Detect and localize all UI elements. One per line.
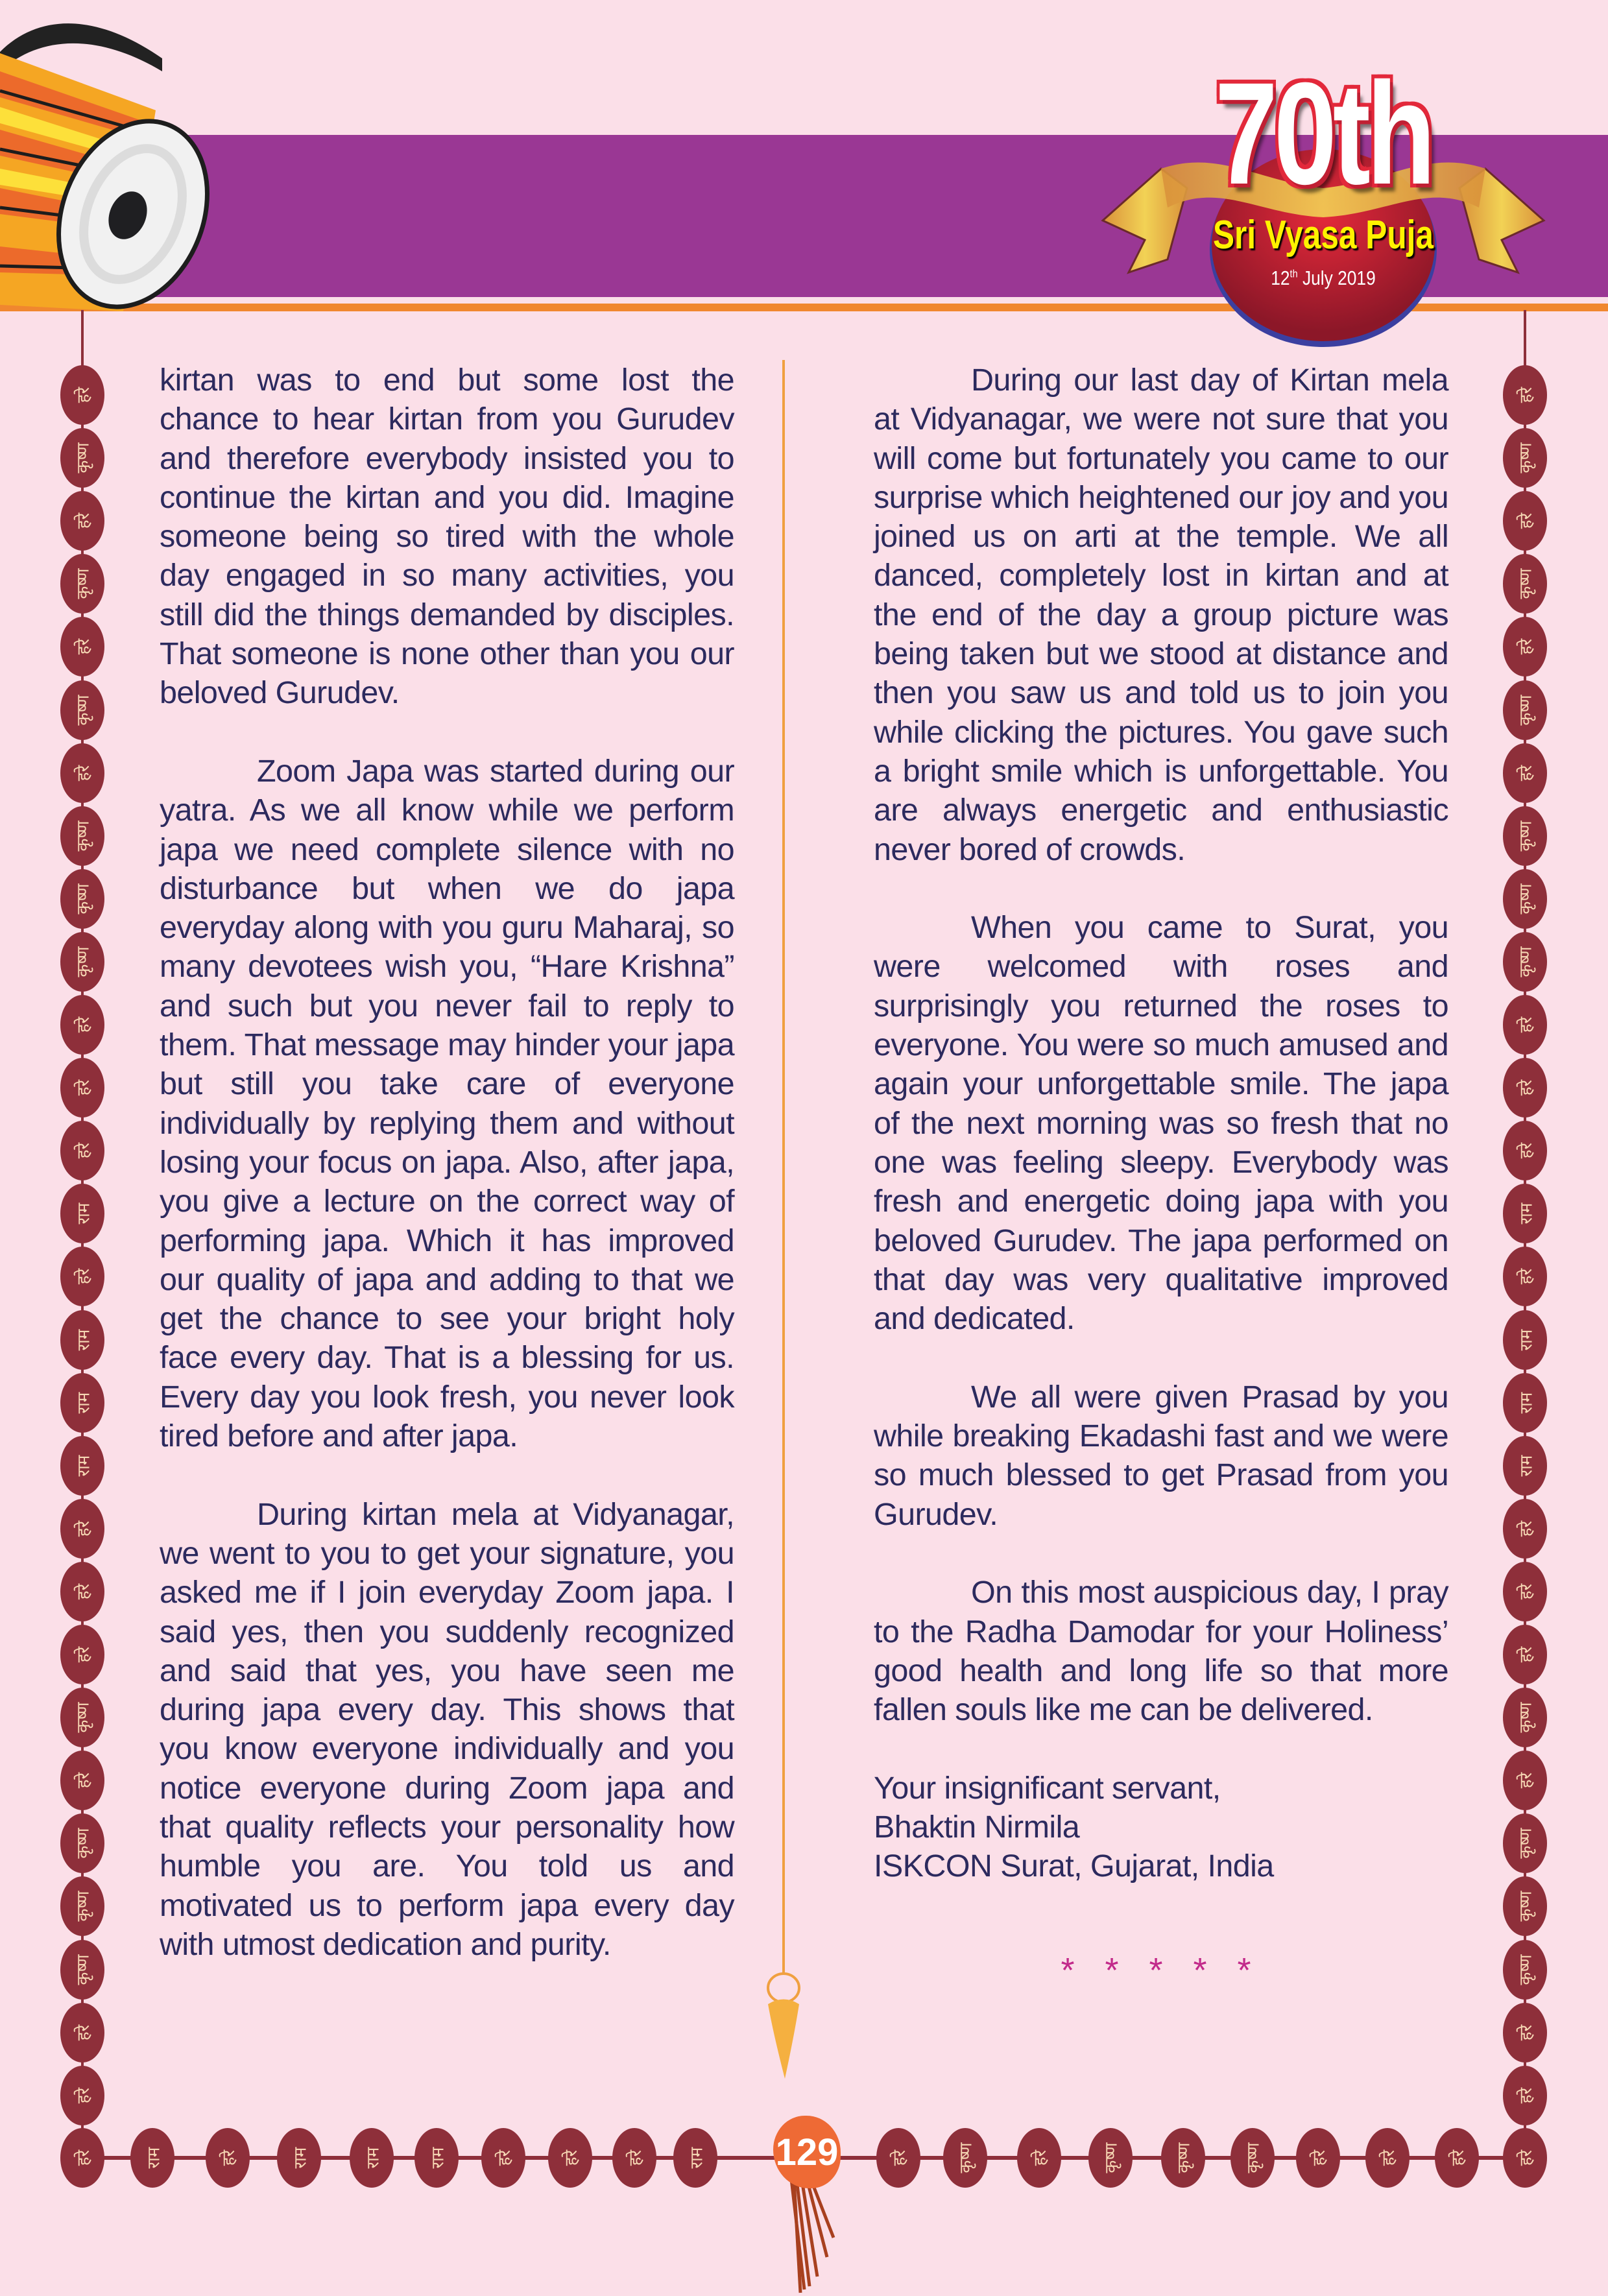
- mantra-bead: [1503, 1310, 1547, 1370]
- bead-label: हरे: [1516, 1646, 1536, 1663]
- mantra-bead: [60, 869, 104, 929]
- bead-label: कृष्ण: [1516, 883, 1536, 915]
- bead-label: राम: [73, 1202, 93, 1225]
- mantra-bead: [60, 995, 104, 1055]
- bead-label: हरे: [1516, 2087, 1536, 2103]
- bead-label: हरे: [73, 1079, 93, 1096]
- end-stars: * * * * *: [1061, 1950, 1262, 1990]
- bead-label: कृष्ण: [73, 1702, 93, 1733]
- bead-label: हरे: [73, 512, 93, 529]
- mantra-bead: [60, 932, 104, 992]
- mantra-bead: [1503, 680, 1547, 740]
- mantra-bead: [1365, 2128, 1410, 2188]
- bead-label: राम: [73, 1455, 93, 1477]
- mantra-bead: [1503, 1058, 1547, 1118]
- bead-label: हरे: [1516, 387, 1536, 403]
- bead-label: हरे: [73, 2149, 93, 2166]
- bead-label: राम: [427, 2147, 448, 2169]
- badge-date-day: 12: [1271, 267, 1290, 289]
- bead-label: राम: [143, 2147, 163, 2169]
- mantra-bead: [60, 2066, 104, 2125]
- mantra-bead: [612, 2128, 656, 2188]
- bead-label: हरे: [1516, 1016, 1536, 1033]
- mantra-bead: [277, 2128, 321, 2188]
- paragraph: When you came to Surat, you were welcomed with roses and surprisingly you returned the roses to everyone. You were so much amused and again your unforgettable smile. The japa of the next morning was so fresh that no one was feeling sleepy. Everybody was fresh and energetic doing japa with you beloved Gurudev. The japa performed on that day was very qualitative improved and dedicated.: [874, 910, 1448, 1337]
- bead-label: कृष्ण: [73, 568, 93, 599]
- mantra-bead: [1503, 743, 1547, 803]
- mantra-bead: [60, 1184, 104, 1243]
- mantra-bead: [60, 1562, 104, 1621]
- bead-label: हरे: [73, 1269, 93, 1285]
- bead-label: हरे: [1516, 2024, 1536, 2040]
- paragraph: During our last day of Kirtan mela at Vidyanagar, we were not sure that you will come but fortunately you came to our surprise which heightened our joy and you joined us on arti at the temple. We all danced, completely lost in kirtan and at the end of the day a group picture was being taken but we stood at distance and then you saw us and told us to join you while clicking the pictures. You gave such a bright smile which is unforgettable. You are always energetic and enthusiastic never bored of crowds.: [874, 363, 1448, 867]
- mantra-bead: [60, 617, 104, 676]
- bead-label: कृष्ण: [1516, 820, 1536, 852]
- bead-label: हरे: [1516, 639, 1536, 655]
- tassel-icon: [778, 2179, 869, 2296]
- bead-label: हरे: [1378, 2149, 1398, 2166]
- badge-date: [1125, 266, 1522, 291]
- mantra-bead: [60, 1688, 104, 1747]
- mantra-bead: [60, 1499, 104, 1559]
- bead-label: हरे: [1516, 1079, 1536, 1096]
- bead-label: कृष्ण: [1516, 1891, 1536, 1922]
- paragraph: On this most auspicious day, I pray to the Radha Damodar for your Holiness’ good health and long life so that more fallen souls like me can be delivered.: [874, 1575, 1448, 1728]
- mantra-bead: [350, 2128, 394, 2188]
- mantra-bead: [60, 806, 104, 866]
- mantra-bead: [1503, 1625, 1547, 1684]
- mantra-bead: [1503, 1184, 1547, 1243]
- mantra-bead: [60, 491, 104, 551]
- mantra-bead: [1088, 2128, 1133, 2188]
- mantra-bead: [1503, 365, 1547, 425]
- mantra-bead: [60, 554, 104, 614]
- mantra-bead: [60, 428, 104, 488]
- mantra-bead: [414, 2128, 459, 2188]
- bead-label: हरे: [561, 2149, 581, 2166]
- mantra-bead: [1503, 1499, 1547, 1559]
- dholak-drum-illustration: [0, 0, 272, 337]
- signature-location: ISKCON Surat, Gujarat, India: [874, 1848, 1274, 1884]
- bead-label: कृष्ण: [73, 1891, 93, 1922]
- bead-label: कृष्ण: [73, 820, 93, 852]
- bead-label: हरे: [73, 1016, 93, 1033]
- bead-label: हरे: [219, 2149, 239, 2166]
- signature-closing: Your insignificant servant,: [874, 1770, 1221, 1806]
- mantra-bead: [1435, 2128, 1479, 2188]
- mantra-bead: [1503, 1688, 1547, 1747]
- bead-label: हरे: [625, 2149, 645, 2166]
- mantra-bead: [60, 2003, 104, 2063]
- bead-label: राम: [1516, 1329, 1536, 1350]
- bead-label: राम: [686, 2147, 706, 2169]
- badge-date-suffix: th: [1290, 267, 1298, 280]
- bead-label: राम: [1516, 1392, 1536, 1414]
- bead-label: कृष्ण: [1101, 2142, 1122, 2173]
- bead-label: राम: [1516, 1455, 1536, 1477]
- bead-label: कृष्ण: [1516, 1828, 1536, 1859]
- mantra-bead: [60, 1625, 104, 1684]
- bead-label: हरे: [889, 2149, 909, 2166]
- bead-label: हरे: [73, 1583, 93, 1600]
- bead-label: हरे: [73, 1772, 93, 1789]
- bead-label: हरे: [1516, 1142, 1536, 1159]
- mantra-bead: [60, 1247, 104, 1306]
- mantra-bead: [130, 2128, 174, 2188]
- bead-label: कृष्ण: [1516, 442, 1536, 473]
- mantra-bead: [60, 1436, 104, 1496]
- mantra-bead: [60, 1121, 104, 1180]
- mantra-bead: [1503, 1247, 1547, 1306]
- bead-label: राम: [290, 2147, 310, 2169]
- bead-label: कृष्ण: [73, 1828, 93, 1859]
- mantra-bead: [1230, 2128, 1275, 2188]
- mantra-bead: [1503, 1373, 1547, 1433]
- bead-label: हरे: [1516, 1583, 1536, 1600]
- mantra-bead: [60, 1058, 104, 1118]
- mantra-bead: [1503, 617, 1547, 676]
- mantra-bead: [1503, 1876, 1547, 1936]
- mantra-bead: [548, 2128, 592, 2188]
- bead-label: हरे: [1516, 1520, 1536, 1537]
- mantra-bead: [1503, 1121, 1547, 1180]
- bead-label: कृष्ण: [1516, 694, 1536, 726]
- bead-label: हरे: [1516, 1269, 1536, 1285]
- mantra-bead: [60, 1373, 104, 1433]
- mantra-bead: [60, 1940, 104, 2000]
- bead-label: हरे: [73, 1520, 93, 1537]
- mantra-bead: [481, 2128, 525, 2188]
- mantra-bead: [60, 743, 104, 803]
- mantra-bead: [1503, 1940, 1547, 2000]
- bead-label: हरे: [1516, 1772, 1536, 1789]
- bead-label: हरे: [73, 1646, 93, 1663]
- mantra-bead: [1503, 491, 1547, 551]
- bead-label: कृष्ण: [73, 883, 93, 915]
- bead-label: कृष्ण: [1243, 2142, 1264, 2173]
- page-number: 129: [773, 2116, 841, 2188]
- mantra-bead: [1503, 1751, 1547, 1810]
- column-divider-string: [759, 360, 811, 2098]
- mantra-bead: [1503, 1436, 1547, 1496]
- bead-label: हरे: [73, 765, 93, 781]
- mantra-bead: [60, 1310, 104, 1370]
- mantra-bead: [206, 2128, 250, 2188]
- mantra-bead: [876, 2128, 920, 2188]
- bead-label: हरे: [73, 2024, 93, 2040]
- bead-label: हरे: [1448, 2149, 1468, 2166]
- badge-number: 70th: [1214, 53, 1432, 215]
- bead-label: हरे: [1516, 512, 1536, 529]
- paragraph: We all were given Prasad by you while breaking Ekadashi fast and we were so much blessed to get Prasad from you Gurudev.: [874, 1379, 1448, 1532]
- bead-label: कृष्ण: [1516, 1702, 1536, 1733]
- paragraph: Zoom Japa was started during our yatra. As we all know while we perform japa we need complete silence with no disturbance but when we do japa everyday along with you guru Maharaj, so many devotees wish you, “Hare Krishna” and such but you never fail to reply to them. That message may hinder your japa but still you take care of everyone individually by replying them and without losing your focus on japa. Also, after japa, you give a lecture on the correct way of performing japa. Which it has improved our quality of japa and adding to that we get the chance to see your bright holy face every day. That is a blessing for us. Every day you look fresh, you never look tired before and after japa.: [160, 753, 734, 1454]
- bead-label: हरे: [73, 1142, 93, 1159]
- mantra-bead: [1503, 932, 1547, 992]
- mantra-bead: [1503, 1562, 1547, 1621]
- mantra-bead: [673, 2128, 717, 2188]
- mantra-bead: [1503, 995, 1547, 1055]
- mantra-bead: [1503, 428, 1547, 488]
- mantra-bead: [60, 2128, 104, 2188]
- mantra-bead: [60, 1813, 104, 1873]
- bead-label: राम: [1516, 1202, 1536, 1225]
- mantra-bead: [943, 2128, 987, 2188]
- mantra-bead: [1503, 2128, 1547, 2188]
- badge-title: Sri Vyasa Puja: [1212, 213, 1434, 257]
- bead-label: हरे: [1030, 2149, 1050, 2166]
- right-text-column: [874, 361, 1448, 1990]
- bead-label: राम: [73, 1329, 93, 1350]
- bead-label: कृष्ण: [1516, 946, 1536, 977]
- signature-name: Bhaktin Nirmila: [874, 1809, 1080, 1845]
- bead-label: कृष्ण: [1516, 1954, 1536, 1985]
- bead-label: कृष्ण: [73, 946, 93, 977]
- bead-label: कृष्ण: [956, 2142, 976, 2173]
- mantra-bead: [60, 1751, 104, 1810]
- bead-label: राम: [73, 1392, 93, 1414]
- bead-label: कृष्ण: [1174, 2142, 1194, 2173]
- mantra-bead: [60, 1876, 104, 1936]
- bead-label: कृष्ण: [73, 442, 93, 473]
- bead-label: कृष्ण: [1516, 568, 1536, 599]
- bead-label: हरे: [1309, 2149, 1329, 2166]
- bead-label: हरे: [73, 387, 93, 403]
- paragraph: kirtan was to end but some lost the chance to hear kirtan from you Gurudev and therefore everybody insisted you to continue the kirtan and you did. Imagine someone being so tired with the whole day engaged in so many activities, you still did the things demanded by disciples. That someone is none other than you our beloved Gurudev.: [160, 363, 734, 711]
- bead-label: हरे: [73, 639, 93, 655]
- anniversary-badge: [1090, 53, 1557, 363]
- bead-label: हरे: [73, 2087, 93, 2103]
- bead-label: राम: [363, 2147, 383, 2169]
- mantra-bead: [1161, 2128, 1205, 2188]
- mantra-bead: [1503, 2003, 1547, 2063]
- bead-label: कृष्ण: [73, 1954, 93, 1985]
- mantra-bead: [1503, 806, 1547, 866]
- mantra-bead: [60, 680, 104, 740]
- bead-label: हरे: [1516, 2149, 1536, 2166]
- bead-label: कृष्ण: [73, 694, 93, 726]
- mantra-bead: [1017, 2128, 1061, 2188]
- mantra-bead: [1503, 554, 1547, 614]
- mantra-bead: [60, 365, 104, 425]
- bead-label: हरे: [1516, 765, 1536, 781]
- badge-date-month-year: July 2019: [1297, 267, 1376, 289]
- bead-label: हरे: [494, 2149, 514, 2166]
- mantra-bead: [1503, 869, 1547, 929]
- mantra-bead: [1296, 2128, 1340, 2188]
- left-text-column: [160, 361, 734, 2003]
- mantra-bead: [1503, 1813, 1547, 1873]
- mantra-bead: [1503, 2066, 1547, 2125]
- paragraph: During kirtan mela at Vidyanagar, we went to you to get your signature, you asked me if I join everyday Zoom japa. I said yes, then you suddenly recognized and said that yes, you have seen me during japa every day. This shows that you know everyone individually and you notice everyone during Zoom japa and that quality reflects your personality how humble you are. You told us and motivated us to perform japa every day with utmost dedication and purity.: [160, 1496, 734, 1962]
